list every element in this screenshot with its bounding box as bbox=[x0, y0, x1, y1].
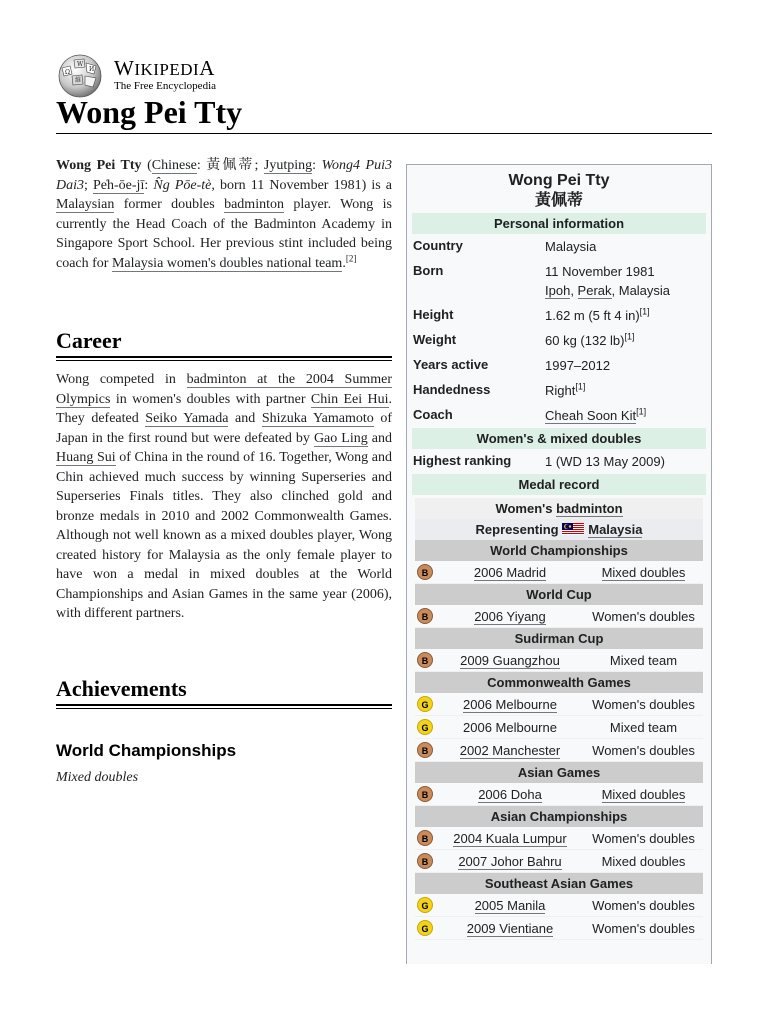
world-championships-subheading: World Championships bbox=[56, 741, 237, 760]
intro-section bbox=[56, 156, 392, 273]
bronze-medal-icon: B bbox=[417, 564, 433, 580]
ranking-table bbox=[407, 449, 711, 474]
bronze-medal-icon: B bbox=[417, 742, 433, 758]
medal-venue bbox=[436, 697, 584, 712]
medal-event-text: Mixed team bbox=[609, 652, 678, 668]
infobox-value: Malaysia bbox=[545, 239, 597, 254]
medal-event-text: Women's doubles bbox=[592, 742, 695, 758]
infobox-label: Handedness bbox=[413, 382, 491, 397]
infobox-label: Years active bbox=[413, 357, 489, 372]
reference-1-link[interactable]: [1] bbox=[636, 406, 647, 417]
medal-venue-link[interactable]: 2002 Manchester bbox=[459, 742, 561, 758]
infobox-row bbox=[407, 234, 711, 259]
reference-1-link[interactable]: [1] bbox=[624, 331, 635, 342]
medal-category: Commonwealth Games bbox=[415, 672, 703, 693]
bronze-medal-icon: B bbox=[417, 608, 433, 624]
medal-event bbox=[584, 565, 703, 580]
malaysia-flag-icon bbox=[562, 523, 584, 535]
reference-2-link[interactable]: [2] bbox=[345, 252, 357, 263]
medal-category: World Cup bbox=[415, 584, 703, 605]
cheah-soon-kit-link[interactable]: Cheah Soon Kit bbox=[545, 408, 637, 423]
medal-row bbox=[415, 894, 703, 917]
medal-row bbox=[415, 561, 703, 584]
poj-link[interactable]: Pe̍h-ōe-jī bbox=[93, 177, 145, 193]
medal-category: Asian Games bbox=[415, 762, 703, 783]
medal-table bbox=[415, 498, 703, 940]
perak-link[interactable]: Perak bbox=[577, 283, 612, 298]
gao-ling-link[interactable]: Gao Ling bbox=[313, 430, 368, 446]
medal-event bbox=[584, 609, 703, 624]
infobox-label: Weight bbox=[413, 332, 457, 347]
infobox-title: Wong Pei Tty bbox=[508, 172, 610, 189]
medal-venue bbox=[436, 743, 584, 758]
medal-venue bbox=[436, 653, 584, 668]
infobox-row bbox=[407, 259, 711, 303]
gold-medal-icon: G bbox=[417, 719, 433, 735]
page-title: Wong Pei Tty bbox=[56, 94, 712, 134]
infobox-row bbox=[407, 328, 711, 353]
infobox bbox=[406, 164, 712, 964]
medal-event-text: Mixed doubles bbox=[601, 853, 686, 869]
malaysian-link[interactable]: Malaysian bbox=[56, 197, 115, 212]
doubles-header: Women's & mixed doubles bbox=[412, 428, 706, 449]
infobox-value: Right[1] bbox=[545, 381, 586, 398]
medal-row bbox=[415, 783, 703, 806]
infobox-value: 60 kg (132 lb)[1] bbox=[545, 331, 635, 348]
medal-venue-link[interactable]: 2006 Melbourne bbox=[463, 696, 557, 712]
huang-sui-link[interactable]: Huang Sui bbox=[56, 450, 116, 465]
medal-event-text: Women's doubles bbox=[592, 897, 695, 913]
wikipedia-globe-icon bbox=[56, 54, 104, 98]
chin-eei-hui-link[interactable]: Chin Eei Hui bbox=[310, 391, 389, 407]
medal-venue-link[interactable]: 2006 Doha bbox=[478, 786, 542, 802]
infobox-label: Country bbox=[413, 238, 463, 253]
shizuka-yamamoto-link[interactable]: Shizuka Yamamoto bbox=[261, 411, 374, 426]
personal-info-table bbox=[407, 234, 711, 428]
medal-event bbox=[584, 720, 703, 735]
medal-venue-link[interactable]: 2006 Yiyang bbox=[474, 608, 546, 624]
medal-representing: Representing Malaysia bbox=[415, 519, 703, 540]
medal-row bbox=[415, 693, 703, 716]
svg-text:維: 維 bbox=[75, 77, 82, 84]
medal-event bbox=[584, 898, 703, 913]
infobox-label: Highest ranking bbox=[413, 453, 512, 468]
badminton-link[interactable]: badminton bbox=[224, 197, 284, 212]
medal-record bbox=[412, 474, 706, 940]
medal-venue-link[interactable]: 2004 Kuala Lumpur bbox=[453, 830, 567, 846]
malaysia-womens-doubles-team-link[interactable]: Malaysia women's doubles national team bbox=[111, 255, 343, 271]
medal-row bbox=[415, 649, 703, 672]
medal-groups bbox=[415, 540, 703, 940]
chinese-link[interactable]: Chinese bbox=[151, 158, 197, 173]
infobox-native-name: 黃佩蒂 bbox=[534, 190, 583, 209]
achievements-heading-rule bbox=[56, 704, 392, 709]
infobox-label: Coach bbox=[413, 407, 453, 422]
medal-event-text: Women's doubles bbox=[592, 830, 695, 846]
infobox-row bbox=[407, 353, 711, 378]
bronze-medal-icon: B bbox=[417, 652, 433, 668]
wikipedia-wordmark: WIKIPEDIA bbox=[114, 56, 215, 80]
infobox-value: 1.62 m (5 ft 4 in)[1] bbox=[545, 306, 650, 323]
medal-sport: Women's badminton bbox=[415, 498, 703, 519]
infobox-row bbox=[407, 403, 711, 428]
medal-venue bbox=[436, 831, 584, 846]
career-heading: Career bbox=[56, 328, 122, 353]
medal-venue-text: 2006 Melbourne bbox=[463, 719, 557, 735]
medal-category: Sudirman Cup bbox=[415, 628, 703, 649]
infobox-value bbox=[539, 403, 711, 428]
medal-category: Asian Championships bbox=[415, 806, 703, 827]
wikipedia-tagline: The Free Encyclopedia bbox=[114, 80, 217, 92]
medal-event-text: Women's doubles bbox=[592, 608, 695, 624]
medal-venue-link[interactable]: 2009 Vientiane bbox=[466, 920, 554, 936]
medal-row bbox=[415, 917, 703, 940]
medal-event bbox=[584, 743, 703, 758]
infobox-value: 1 (WD 13 May 2009) bbox=[545, 454, 665, 469]
mixed-doubles-caption: Mixed doubles bbox=[56, 770, 139, 785]
infobox-value: 1997–2012 bbox=[545, 358, 611, 373]
medal-event bbox=[584, 854, 703, 869]
medal-venue-link[interactable]: 2009 Guangzhou bbox=[460, 652, 560, 668]
medal-row bbox=[415, 850, 703, 873]
medal-venue bbox=[436, 854, 584, 869]
medal-venue-link[interactable]: 2007 Johor Bahru bbox=[458, 853, 562, 869]
medal-venue-link[interactable]: 2005 Manila bbox=[474, 897, 546, 913]
medal-event-text: Women's doubles bbox=[592, 920, 695, 936]
bronze-medal-icon: B bbox=[417, 853, 433, 869]
medal-event-text: Women's doubles bbox=[592, 696, 695, 712]
infobox-row bbox=[407, 449, 711, 474]
bronze-medal-icon: B bbox=[417, 786, 433, 802]
svg-text:И: И bbox=[89, 66, 95, 73]
seiko-yamada-link[interactable]: Seiko Yamada bbox=[145, 411, 229, 426]
bronze-medal-icon: B bbox=[417, 830, 433, 846]
medal-row bbox=[415, 739, 703, 762]
infobox-row bbox=[407, 303, 711, 328]
infobox-label: Height bbox=[413, 307, 454, 322]
medal-venue bbox=[436, 720, 584, 735]
medal-venue bbox=[436, 787, 584, 802]
medal-category: World Championships bbox=[415, 540, 703, 561]
medal-event-text: Mixed team bbox=[609, 719, 678, 735]
medal-event bbox=[584, 831, 703, 846]
medal-venue bbox=[436, 565, 584, 580]
career-heading-rule bbox=[56, 356, 392, 361]
gold-medal-icon: G bbox=[417, 897, 433, 913]
medal-row bbox=[415, 605, 703, 628]
career-section bbox=[56, 370, 392, 624]
malaysia-link[interactable]: Malaysia bbox=[588, 522, 643, 537]
medal-event-link[interactable]: Mixed doubles bbox=[601, 564, 686, 580]
personal-information-header: Personal information bbox=[412, 213, 706, 234]
medal-event-link[interactable]: Mixed doubles bbox=[601, 786, 686, 802]
svg-text:W: W bbox=[77, 61, 84, 68]
ipoh-link[interactable]: Ipoh bbox=[545, 283, 571, 298]
reference-1-link[interactable]: [1] bbox=[639, 306, 650, 317]
infobox-row bbox=[407, 378, 711, 403]
svg-text:Ω: Ω bbox=[65, 69, 70, 76]
medal-record-header: Medal record bbox=[412, 474, 706, 495]
medal-venue bbox=[436, 898, 584, 913]
infobox-label: Born bbox=[413, 263, 444, 278]
medal-venue-link[interactable]: 2006 Madrid bbox=[473, 564, 547, 580]
medal-event bbox=[584, 787, 703, 802]
medal-event bbox=[584, 697, 703, 712]
medal-event bbox=[584, 653, 703, 668]
achievements-heading: Achievements bbox=[56, 676, 187, 701]
gold-medal-icon: G bbox=[417, 920, 433, 936]
infobox-value: 11 November 1981 Ipoh, Perak, Malaysia bbox=[545, 264, 671, 298]
badminton-sport-link[interactable]: badminton bbox=[556, 501, 623, 516]
reference-1-link[interactable]: [1] bbox=[575, 381, 586, 392]
career-paragraph: Wong competed in badminton at the 2004 Summer Olympics in women's doubles with partner Chin Eei Hui. They defeated Seiko Yamada and Shizuka Yamamoto of Japan in the first round but were defeated by Gao Ling and Huang Sui of China in the round of 16. Together, Wong and Chin achieved much success by winning Superseries and Superseries Finals titles. They also clinched gold and bronze medals in 2010 and 2002 Commonwealth Games. Although not well known as a mixed doubles player, Wong created history for Malaysia as the only female player to have won a medal in mixed doubles at the World Championships and Asian Games in the same year (2006), with different partners. bbox=[56, 372, 393, 621]
medal-event bbox=[584, 921, 703, 936]
medal-venue bbox=[436, 609, 584, 624]
medal-row bbox=[415, 716, 703, 739]
wikipedia-logo[interactable] bbox=[56, 54, 256, 98]
jyutping-link[interactable]: Jyutping bbox=[263, 158, 313, 173]
intro-paragraph: Wong Pei Tty (Chinese: 黃佩蒂; Jyutping: Wong4 Pui3 Dai3; Pe̍h-ōe-jī: N̂g Pōe-tè, born 11 November 1981) is a Malaysian former doubles badminton player. Wong is currently the Head Coach of the Badminton Academy in Singapore Sport School. Her previous stint included being coach for Malaysia women's doubles national team.[2] bbox=[56, 158, 393, 271]
medal-category: Southeast Asian Games bbox=[415, 873, 703, 894]
gold-medal-icon: G bbox=[417, 696, 433, 712]
medal-row bbox=[415, 827, 703, 850]
medal-venue bbox=[436, 921, 584, 936]
olympics-2004-link[interactable]: badminton at the 2004 Summer Olympics bbox=[56, 372, 393, 407]
